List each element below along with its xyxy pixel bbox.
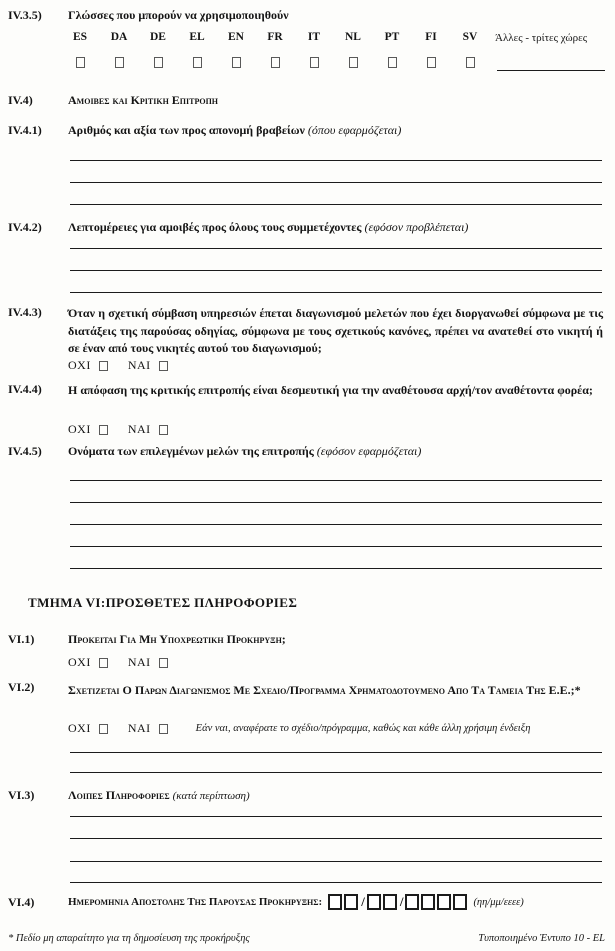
language-code-label: EL: [189, 31, 205, 43]
field-vi2: [8, 680, 603, 700]
language-checkbox-it[interactable]: [310, 57, 319, 68]
language-cell: [296, 31, 332, 68]
field-number-vi4: VI.4): [8, 894, 35, 909]
language-cell: [179, 31, 215, 68]
field-number-iv44: IV.4.4): [8, 382, 42, 396]
language-checkbox-sv[interactable]: [466, 57, 475, 68]
date-box-year-1[interactable]: [405, 894, 419, 910]
date-separator: /: [399, 894, 404, 909]
write-in-line[interactable]: [70, 861, 602, 862]
field-number-iv43: IV.4.3): [8, 305, 42, 319]
date-separator: /: [361, 894, 365, 909]
field-label-iv44: Η απόφαση της κριτικής επιτροπής είναι δεσμευτική για την αναθέτουσα αρχή/τον αναθέτοντα φορέα;: [68, 383, 593, 397]
section-vi-title: ΤΜΗΜΑ VI:ΠΡΟΣΘΕΤΕΣ ΠΛΗΡΟΦΟΡΙΕΣ: [28, 595, 298, 610]
write-in-line[interactable]: [70, 816, 602, 817]
language-cell: [413, 31, 449, 68]
write-in-line[interactable]: [70, 248, 602, 249]
write-in-line[interactable]: [70, 182, 602, 183]
field-number-iv41: IV.4.1): [8, 123, 42, 137]
no-label: ΟΧΙ: [68, 422, 91, 436]
language-cell: [335, 31, 371, 68]
field-iv41: [8, 123, 603, 138]
language-code-label: FR: [267, 31, 283, 43]
yes-no-choice-iv43: [68, 358, 168, 373]
no-checkbox[interactable]: [99, 425, 108, 435]
language-checkbox-en[interactable]: [232, 57, 241, 68]
field-iv42: [8, 220, 603, 235]
no-checkbox[interactable]: [99, 724, 108, 734]
write-in-line[interactable]: [70, 838, 602, 839]
write-in-line[interactable]: [70, 882, 602, 883]
field-label-vi3: Λοιπες Πληροφοριες: [68, 788, 170, 802]
field-iv43: [8, 305, 603, 358]
write-in-line[interactable]: [70, 292, 602, 293]
field-number-vi3: VI.3): [8, 788, 35, 802]
field-label-iv43: Όταν η σχετική σύμβαση υπηρεσιών έπεται διαγωνισμού μελετών που έχει διοργανωθεί σύμφωνα με τις διατάξεις της παρούσας οδηγίας, σύμφωνα με τους σχετικούς κανόνες, πρέπει να ανατεθεί στο νικητή ή σε έναν από τους νικητές αυτού του διαγωνισμού;: [68, 306, 603, 355]
field-note-vi2: Εάν ναι, αναφέρατε το σχέδιο/πρόγραμμα, καθώς και κάθε άλλη χρήσιμη ένδειξη: [195, 723, 531, 734]
field-label-iv35: Γλώσσες που μπορούν να χρησιμοποιηθούν: [68, 8, 289, 22]
field-number-iv4: IV.4): [8, 93, 33, 107]
write-in-line[interactable]: [70, 524, 602, 525]
yes-label: ΝΑΙ: [127, 422, 151, 436]
language-code-label: PT: [384, 31, 400, 43]
yes-no-choice-vi1: [68, 655, 168, 670]
language-code-label: EN: [228, 31, 244, 43]
date-box-day-1[interactable]: [328, 894, 342, 910]
date-box-month-2[interactable]: [383, 894, 397, 910]
field-number-iv35: IV.3.5): [8, 8, 42, 22]
field-note-iv41: (όπου εφαρμόζεται): [307, 123, 402, 137]
language-checkbox-nl[interactable]: [349, 57, 358, 68]
yes-label: ΝΑΙ: [127, 721, 151, 735]
language-cell: [62, 31, 98, 68]
field-label-iv4: Αμοιβες και Κριτικη Επιτροπη: [68, 93, 219, 107]
field-number-vi2: VI.2): [8, 680, 35, 694]
write-in-line[interactable]: [70, 204, 602, 205]
language-codes-row: [62, 31, 488, 68]
field-vi4: [8, 894, 603, 910]
yes-checkbox[interactable]: [159, 724, 168, 734]
write-in-line[interactable]: [70, 568, 602, 569]
footer-asterisk-note: * Πεδίο μη απαραίτητο για τη δημοσίευση της προκήρυξης: [8, 933, 250, 944]
field-number-iv45: IV.4.5): [8, 444, 42, 458]
write-in-line[interactable]: [70, 546, 602, 547]
write-in-line[interactable]: [70, 160, 602, 161]
date-box-month-1[interactable]: [367, 894, 381, 910]
no-label: ΟΧΙ: [68, 721, 91, 735]
field-iv35: [8, 8, 603, 23]
dispatch-date-input: [328, 894, 469, 910]
language-cell: [452, 31, 488, 68]
yes-checkbox[interactable]: [159, 425, 168, 435]
field-iv45: [8, 444, 603, 459]
footer-form-reference: Τυποποιημένο Έντυπο 10 - EL: [478, 933, 605, 944]
field-label-vi1: Προκειται Για Μη Υποχρεωτικη Προκηρυξη;: [68, 632, 286, 646]
field-note-iv45: (εφόσον εφαρμόζεται): [316, 444, 422, 458]
field-note-vi3: (κατά περίπτωση): [172, 790, 250, 802]
language-checkbox-fi[interactable]: [427, 57, 436, 68]
language-code-label: IT: [307, 31, 321, 43]
language-cell: [257, 31, 293, 68]
language-code-label: DA: [110, 31, 128, 43]
yes-checkbox[interactable]: [159, 361, 168, 371]
field-label-iv41: Αριθμός και αξία των προς απονομή βραβείων: [68, 123, 305, 137]
field-label-iv42: Λεπτομέρειες για αμοιβές προς όλους τους συμμετέχοντες: [68, 220, 362, 234]
field-vi1: [8, 632, 603, 647]
yes-label: ΝΑΙ: [127, 655, 151, 669]
language-checkbox-el[interactable]: [193, 57, 202, 68]
field-label-vi2: Σχετιζεται Ο Παρων Διαγωνισμος Με Σχεδιο/Προγραμμα Χρηματοδοτουμενο Απο Τα Ταμεια Της Ε.Ε.;*: [68, 683, 581, 697]
date-format-note: (ηη/μμ/εεεε): [473, 896, 524, 908]
yes-checkbox[interactable]: [159, 658, 168, 668]
date-box-year-3[interactable]: [437, 894, 451, 910]
no-checkbox[interactable]: [99, 658, 108, 668]
field-label-iv45: Ονόματα των επιλεγμένων μελών της επιτροπής: [68, 444, 314, 458]
language-checkbox-de[interactable]: [154, 57, 163, 68]
language-checkbox-pt[interactable]: [388, 57, 397, 68]
yes-no-choice-vi2: [68, 721, 530, 736]
field-vi3: [8, 788, 603, 803]
language-cell: [374, 31, 410, 68]
other-languages-label: Άλλες - τρίτες χώρες: [495, 32, 588, 44]
field-iv44: [8, 382, 603, 400]
field-iv4: [8, 93, 603, 108]
write-in-line[interactable]: [70, 772, 602, 773]
write-in-line[interactable]: [70, 752, 602, 753]
field-number-iv42: IV.4.2): [8, 220, 42, 234]
write-in-line[interactable]: [70, 480, 602, 481]
write-in-line[interactable]: [70, 502, 602, 503]
field-number-vi1: VI.1): [8, 632, 35, 646]
field-label-vi4: Ημερομηνια Αποστολης Της Παρουσας Προκηρυξης:: [68, 896, 323, 908]
language-cell: [140, 31, 176, 68]
language-code-label: NL: [345, 31, 361, 43]
no-checkbox[interactable]: [99, 361, 108, 371]
yes-no-choice-iv44: [68, 422, 168, 437]
write-in-line[interactable]: [70, 270, 602, 271]
language-code-label: DE: [150, 31, 166, 43]
language-code-label: ES: [72, 31, 88, 43]
language-checkbox-da[interactable]: [115, 57, 124, 68]
field-note-iv42: (εφόσον προβλέπεται): [364, 220, 469, 234]
language-cell: [101, 31, 137, 68]
no-label: ΟΧΙ: [68, 655, 91, 669]
language-checkbox-fr[interactable]: [271, 57, 280, 68]
date-box-day-2[interactable]: [344, 894, 358, 910]
language-code-label: FI: [425, 31, 437, 43]
date-box-year-4[interactable]: [453, 894, 467, 910]
yes-label: ΝΑΙ: [127, 358, 151, 372]
other-languages-write-in-line[interactable]: [497, 70, 605, 71]
language-cell: [218, 31, 254, 68]
language-code-label: SV: [462, 31, 478, 43]
no-label: ΟΧΙ: [68, 358, 91, 372]
language-checkbox-es[interactable]: [76, 57, 85, 68]
date-box-year-2[interactable]: [421, 894, 435, 910]
